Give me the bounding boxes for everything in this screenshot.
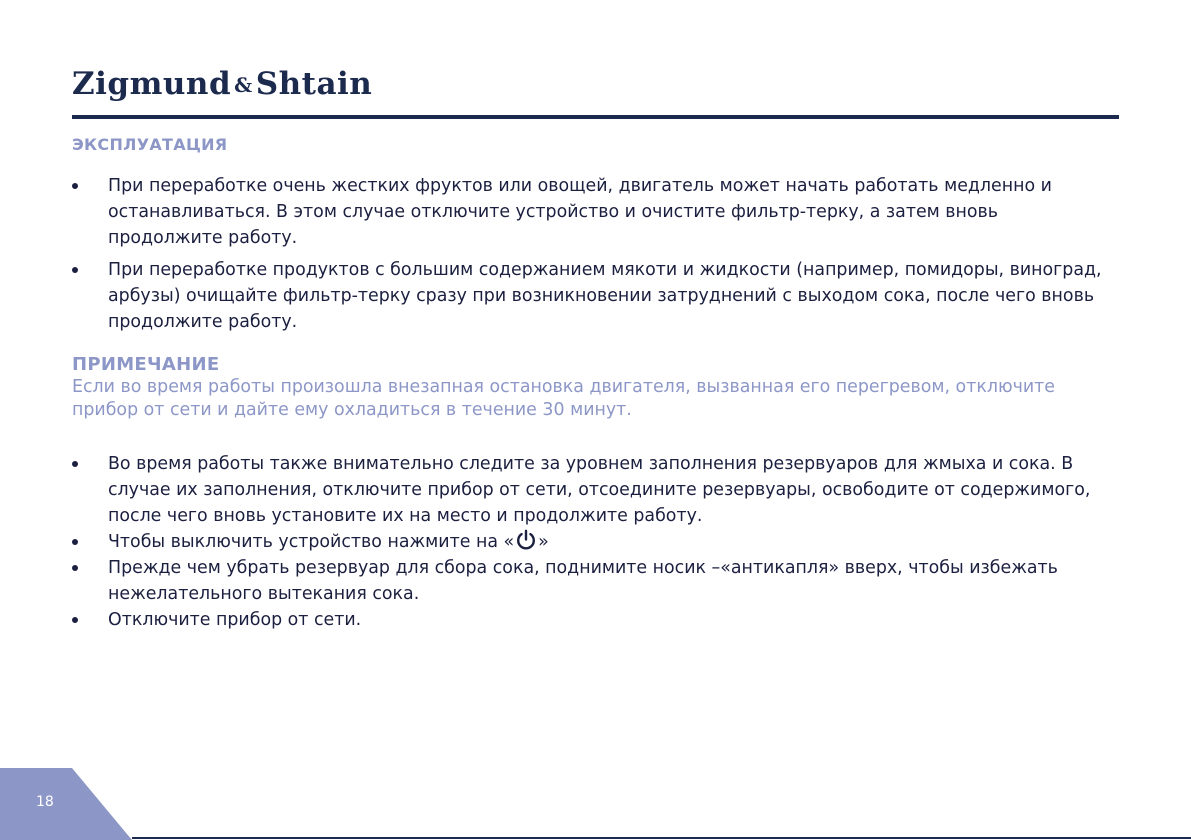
bullet-icon [72, 539, 78, 545]
list-item [72, 451, 1112, 529]
list-item-text-before: Чтобы выключить устройство нажмите на « [108, 532, 515, 552]
page-number: 18 [36, 794, 54, 810]
list-item [72, 555, 1112, 607]
list-item [72, 173, 1112, 251]
list-item-text: При переработке очень жестких фруктов или овощей, двигатель может начать работать медленно и останавливаться. В этом случае отключите устройство и очистите фильтр-терку, а затем вновь продолжите работу. [108, 176, 1052, 248]
list-item-text-after: » [538, 532, 549, 552]
header-divider [72, 115, 1119, 119]
instructions-list [72, 451, 1112, 633]
bullet-icon [72, 565, 78, 571]
brand-logo [72, 66, 372, 102]
note-text: Если во время работы произошла внезапная остановка двигателя, вызванная его перегревом, отключите прибор от сети и дайте ему охладиться в течение 30 минут. [72, 377, 1055, 420]
power-icon [515, 529, 537, 551]
list-item [72, 529, 1112, 555]
list-item-text: При переработке продуктов с большим содержанием мякоти и жидкости (например, помидоры, виноград, арбузы) очищайте фильтр-терку сразу при возникновении затруднений с выходом сока, после чего вновь продолжите работу. [108, 260, 1102, 332]
section-title: ЭКСПЛУАТАЦИЯ [72, 135, 228, 154]
list-item-text: Отключите прибор от сети. [108, 610, 362, 630]
note-title: ПРИМЕЧАНИЕ [72, 354, 220, 375]
brand-ampersand: & [234, 73, 253, 97]
list-item-text: Прежде чем убрать резервуар для сбора сока, поднимите носик –«антикапля» вверх, чтобы избежать нежелательного вытекания сока. [108, 558, 1058, 604]
footer-corner-shape [0, 768, 132, 840]
bullet-icon [72, 183, 78, 189]
brand-name-part1: Zigmund [72, 66, 232, 102]
list-item [72, 257, 1112, 335]
brand-name-part2: Shtain [255, 66, 373, 102]
list-item-text: Во время работы также внимательно следите за уровнем заполнения резервуаров для жмыха и сока. В случае их заполнения, отключите прибор от сети, отсоедините резервуары, освободите от содержимого, после чего вновь установите их на место и продолжите работу. [108, 454, 1091, 526]
operation-list [72, 173, 1112, 341]
footer-line [132, 837, 1191, 839]
list-item [72, 607, 1112, 633]
bullet-icon [72, 461, 78, 467]
bullet-icon [72, 267, 78, 273]
bullet-icon [72, 617, 78, 623]
